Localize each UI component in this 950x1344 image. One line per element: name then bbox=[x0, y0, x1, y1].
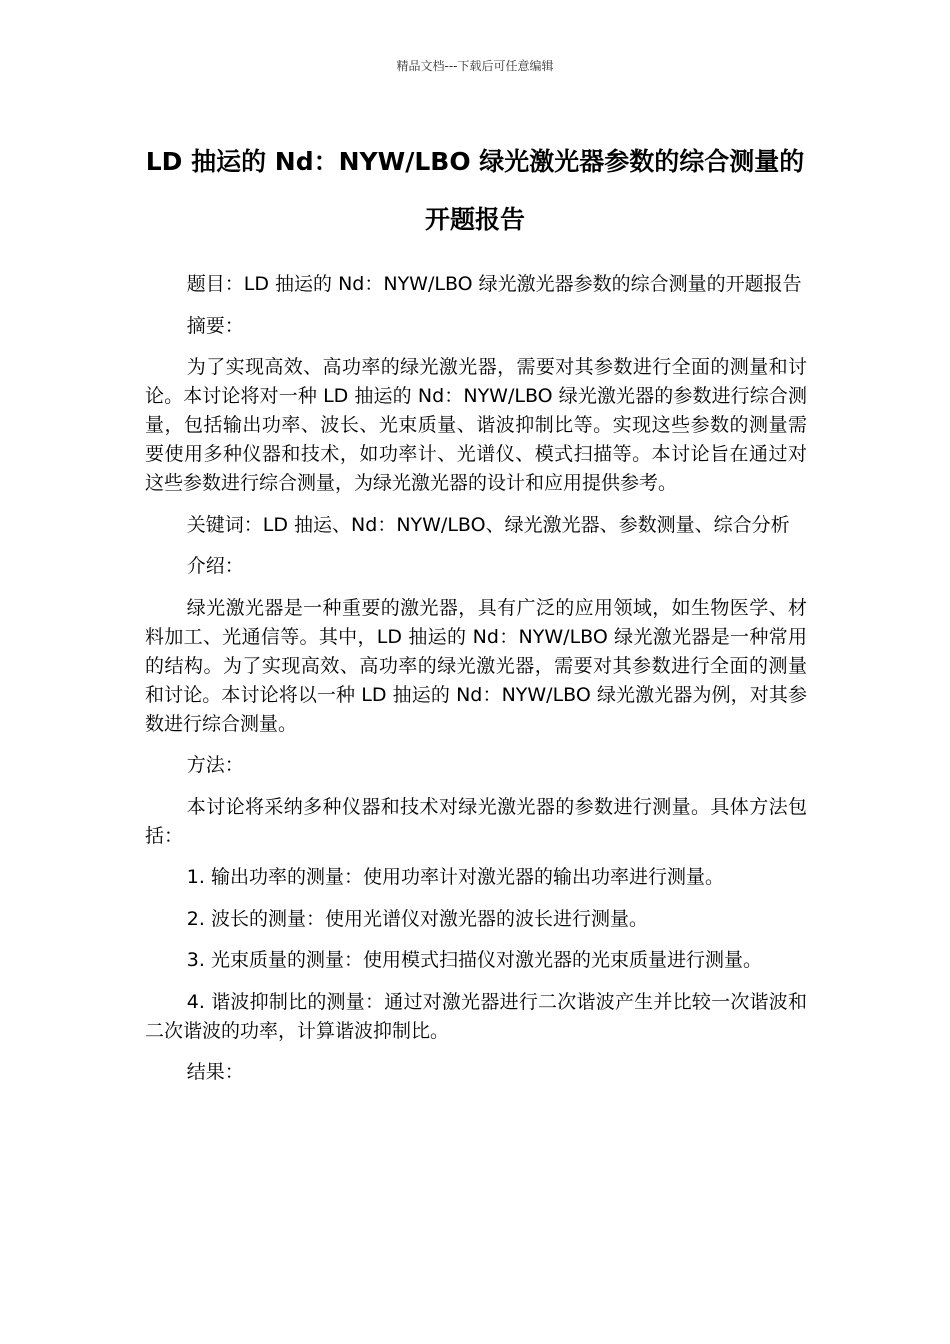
results-heading: 结果： bbox=[186, 1061, 244, 1083]
document-body bbox=[145, 270, 807, 1100]
method-item-2: 2. 波长的测量：使用光谱仪对激光器的波长进行测量。 bbox=[186, 907, 648, 930]
method-item-1: 1. 输出功率的测量：使用功率计对激光器的输出功率进行测量。 bbox=[186, 866, 724, 888]
keywords-paragraph: 关键词：LD 抽运、Nd：NYW/LBO、绿光激光器、参数测量、综合分析 bbox=[186, 513, 790, 536]
introduction-heading: 介绍： bbox=[186, 555, 244, 577]
abstract-paragraph: 为了实现高效、高功率的绿光激光器，需要对其参数进行全面的测量和讨论。本讨论将对一种 LD 抽运的 Nd：NYW/LBO 绿光激光器的参数进行综合测量，包括输出功率、波长、光束质量、谐波抑制比等。实现这些参数的测量需要使用多种仪器和技术，如功率计、光谱仪、模式扫描等。本讨论旨在通过对这些参数进行综合测量，为绿光激光器的设计和应用提供参考。 bbox=[145, 356, 807, 494]
document-title: LD 抽运的 Nd：NYW/LBO 绿光激光器参数的综合测量的开题报告 bbox=[145, 147, 805, 234]
introduction-paragraph: 绿光激光器是一种重要的激光器，具有广泛的应用领域，如生物医学、材料加工、光通信等。其中，LD 抽运的 Nd：NYW/LBO 绿光激光器是一种常用的结构。为了实现高效、高功率的绿光激光器，需要对其参数进行全面的测量和讨论。本讨论将以一种 LD 抽运的 Nd：NYW/LBO 绿光激光器为例，对其参数进行综合测量。 bbox=[145, 596, 807, 735]
topic-paragraph: 题目：LD 抽运的 Nd：NYW/LBO 绿光激光器参数的综合测量的开题报告 bbox=[186, 273, 802, 295]
method-paragraph: 本讨论将采纳多种仪器和技术对绿光激光器的参数进行测量。具体方法包括： bbox=[145, 795, 807, 847]
method-heading: 方法： bbox=[186, 754, 244, 776]
page-header-note: 精品文档---下载后可任意编辑 bbox=[396, 59, 554, 73]
method-item-3: 3. 光束质量的测量：使用模式扫描仪对激光器的光束质量进行测量。 bbox=[186, 949, 762, 971]
method-item-4: 4. 谐波抑制比的测量：通过对激光器进行二次谐波产生并比较一次谐波和二次谐波的功率，计算谐波抑制比。 bbox=[145, 990, 807, 1042]
abstract-heading: 摘要： bbox=[186, 314, 244, 337]
